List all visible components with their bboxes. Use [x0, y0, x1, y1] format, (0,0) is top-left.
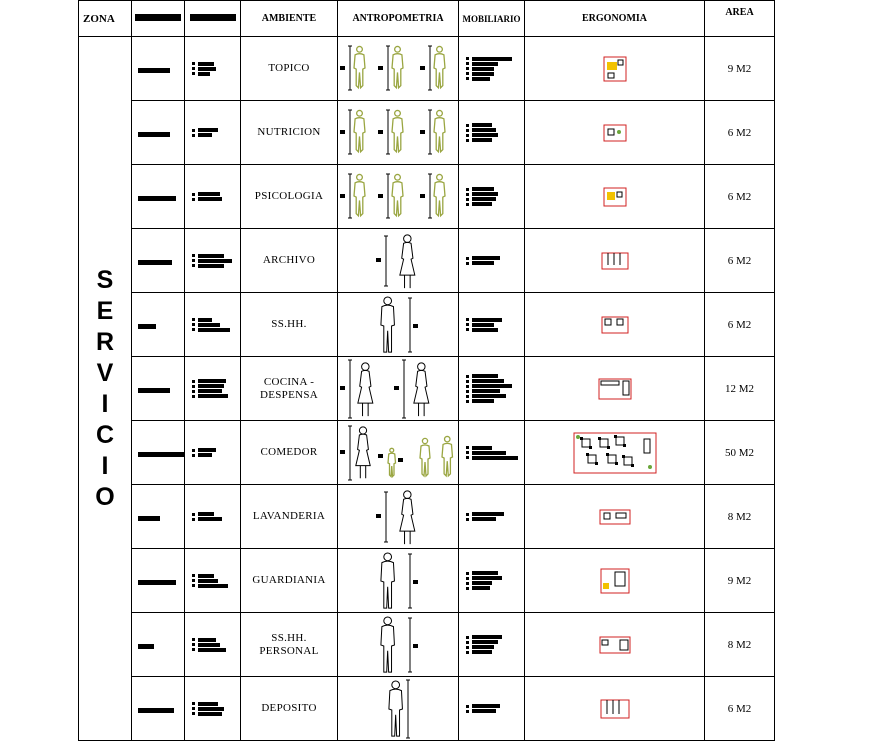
- ergonomy-plan: [603, 56, 627, 82]
- redacted-bar: [472, 77, 490, 81]
- header-mobiliario: MOBILIARIO: [459, 1, 525, 37]
- ambiente-cell: SS.HH.: [241, 293, 338, 357]
- mobiliario-cell: [459, 165, 525, 229]
- redacted-bar: [135, 14, 181, 21]
- bullet: [192, 328, 195, 331]
- bullet: [192, 574, 195, 577]
- ambiente-cell: SS.HH. PERSONAL: [241, 613, 338, 677]
- ergonomia-cell: [525, 485, 705, 549]
- bullet: [466, 636, 469, 639]
- bullet: [466, 710, 469, 713]
- redacted-bar: [198, 394, 228, 398]
- redacted-desc-cell: [185, 101, 241, 165]
- redacted-desc-cell: [185, 165, 241, 229]
- mobiliario-cell: [459, 421, 525, 485]
- redacted-bar: [198, 254, 224, 258]
- header-ambiente: AMBIENTE: [241, 1, 338, 37]
- bullet: [466, 257, 469, 260]
- ergonomia-cell: [525, 357, 705, 421]
- redacted-bar: [198, 579, 218, 583]
- anthropometry-drawing: [338, 38, 459, 100]
- redacted-code-cell: [132, 677, 185, 741]
- bullet: [192, 264, 195, 267]
- ergonomia-cell: [525, 165, 705, 229]
- bullet: [192, 67, 195, 70]
- bullet: [466, 395, 469, 398]
- redacted-bar: [472, 581, 492, 585]
- anthropometry-drawing: [338, 166, 459, 228]
- ambiente-cell: LAVANDERIA: [241, 485, 338, 549]
- redacted-bar: [472, 394, 506, 398]
- redacted-bar: [138, 68, 170, 73]
- area-cell: 6 M2: [705, 101, 775, 165]
- table-row: [79, 677, 775, 741]
- bullet: [192, 712, 195, 715]
- mobiliario-cell: [459, 293, 525, 357]
- redacted-bar: [472, 374, 498, 378]
- redacted-code-cell: [132, 293, 185, 357]
- bullet: [466, 390, 469, 393]
- ergonomia-cell: [525, 101, 705, 165]
- redacted-code-cell: [132, 37, 185, 101]
- table-row: [79, 101, 775, 165]
- zone-letter: V: [96, 358, 114, 387]
- zone-letter: S: [96, 265, 114, 294]
- bullet: [466, 380, 469, 383]
- zone-letter: O: [95, 482, 115, 511]
- redacted-code-cell: [132, 357, 185, 421]
- redacted-bar: [138, 132, 170, 137]
- bullet: [192, 449, 195, 452]
- redacted-desc-cell: [185, 677, 241, 741]
- antropometria-cell: [338, 613, 459, 677]
- redacted-bar: [138, 260, 172, 265]
- bullet: [466, 651, 469, 654]
- ergonomia-cell: [525, 549, 705, 613]
- ambiente-cell: DEPOSITO: [241, 677, 338, 741]
- ergonomy-plan: [599, 636, 631, 654]
- area-cell: 6 M2: [705, 677, 775, 741]
- mobiliario-cell: [459, 37, 525, 101]
- header-zona: ZONA: [79, 1, 132, 37]
- bullet: [192, 518, 195, 521]
- bullet: [192, 390, 195, 393]
- bullet: [466, 582, 469, 585]
- area-cell: 6 M2: [705, 293, 775, 357]
- redacted-bar: [472, 586, 490, 590]
- area-cell: 8 M2: [705, 485, 775, 549]
- bullet: [192, 254, 195, 257]
- ambiente-cell: PSICOLOGIA: [241, 165, 338, 229]
- redacted-bar: [472, 704, 500, 708]
- zone-letter: E: [96, 296, 114, 325]
- redacted-bar: [472, 318, 502, 322]
- anthropometry-drawing: [338, 102, 459, 164]
- redacted-bar: [472, 202, 492, 206]
- redacted-desc-cell: [185, 485, 241, 549]
- redacted-bar: [472, 446, 492, 450]
- redacted-bar: [198, 318, 212, 322]
- area-cell: 9 M2: [705, 549, 775, 613]
- anthropometry-drawing: [338, 550, 459, 612]
- anthropometry-drawing: [338, 678, 459, 740]
- ergonomia-cell: [525, 677, 705, 741]
- zone-letter: I: [101, 451, 109, 480]
- redacted-desc-cell: [185, 229, 241, 293]
- ergonomy-plan: [573, 432, 657, 474]
- redacted-desc-cell: [185, 613, 241, 677]
- table-row: [79, 293, 775, 357]
- ambiente-cell: ARCHIVO: [241, 229, 338, 293]
- area-cell: 6 M2: [705, 229, 775, 293]
- redacted-bar: [198, 133, 212, 137]
- program-table: [78, 0, 775, 741]
- redacted-code-cell: [132, 165, 185, 229]
- bullet: [466, 385, 469, 388]
- redacted-bar: [472, 645, 494, 649]
- redacted-bar: [472, 261, 494, 265]
- bullet: [466, 456, 469, 459]
- redacted-bar: [198, 389, 222, 393]
- redacted-bar: [198, 259, 232, 263]
- bullet: [466, 572, 469, 575]
- table-row: [79, 421, 775, 485]
- redacted-bar: [472, 635, 502, 639]
- bullet: [466, 513, 469, 516]
- redacted-bar: [138, 708, 174, 713]
- redacted-bar: [198, 197, 222, 201]
- bullet: [466, 67, 469, 70]
- zone-cell: [79, 37, 132, 741]
- redacted-bar: [198, 517, 222, 521]
- ambiente-cell: COMEDOR: [241, 421, 338, 485]
- redacted-bar: [138, 516, 160, 521]
- mobiliario-cell: [459, 485, 525, 549]
- header-ergonomia: ERGONOMIA: [525, 1, 705, 37]
- ergonomia-cell: [525, 613, 705, 677]
- redacted-bar: [138, 644, 154, 649]
- anthropometry-drawing: [338, 422, 459, 484]
- redacted-bar: [198, 512, 214, 516]
- redacted-code-cell: [132, 485, 185, 549]
- redacted-bar: [472, 187, 494, 191]
- ergonomy-plan: [598, 378, 632, 400]
- ambiente-cell: TOPICO: [241, 37, 338, 101]
- bullet: [466, 451, 469, 454]
- redacted-bar: [472, 256, 500, 260]
- bullet: [192, 513, 195, 516]
- mobiliario-cell: [459, 357, 525, 421]
- anthropometry-drawing: [338, 614, 459, 676]
- header-redacted-1: [132, 1, 185, 37]
- antropometria-cell: [338, 677, 459, 741]
- redacted-bar: [472, 709, 496, 713]
- ergonomy-plan: [603, 187, 627, 207]
- redacted-bar: [472, 640, 498, 644]
- bullet: [466, 129, 469, 132]
- redacted-bar: [472, 67, 494, 71]
- bullet: [466, 646, 469, 649]
- mobiliario-cell: [459, 613, 525, 677]
- redacted-bar: [198, 264, 224, 268]
- redacted-bar: [472, 192, 498, 196]
- bullet: [466, 139, 469, 142]
- redacted-bar: [472, 389, 500, 393]
- bullet: [192, 454, 195, 457]
- ergonomy-plan: [600, 568, 630, 594]
- anthropometry-drawing: [338, 486, 459, 548]
- bullet: [192, 318, 195, 321]
- redacted-bar: [472, 197, 496, 201]
- redacted-bar: [472, 384, 512, 388]
- redacted-bar: [198, 574, 214, 578]
- bullet: [466, 328, 469, 331]
- redacted-bar: [138, 324, 156, 329]
- mobiliario-cell: [459, 101, 525, 165]
- bullet: [466, 641, 469, 644]
- ergonomy-plan: [599, 509, 631, 525]
- redacted-bar: [190, 14, 236, 21]
- anthropometry-drawing: [338, 358, 459, 420]
- ambiente-cell: GUARDIANIA: [241, 549, 338, 613]
- redacted-bar: [472, 571, 498, 575]
- redacted-code-cell: [132, 421, 185, 485]
- redacted-bar: [472, 650, 492, 654]
- redacted-bar: [472, 517, 496, 521]
- bullet: [466, 587, 469, 590]
- bullet: [192, 702, 195, 705]
- antropometria-cell: [338, 421, 459, 485]
- bullet: [466, 318, 469, 321]
- bullet: [192, 62, 195, 65]
- bullet: [466, 375, 469, 378]
- bullet: [466, 400, 469, 403]
- bullet: [192, 638, 195, 641]
- redacted-bar: [198, 67, 216, 71]
- redacted-bar: [198, 643, 220, 647]
- redacted-bar: [472, 72, 494, 76]
- antropometria-cell: [338, 485, 459, 549]
- bullet: [192, 395, 195, 398]
- zone-letter: C: [95, 420, 115, 449]
- redacted-desc-cell: [185, 357, 241, 421]
- redacted-bar: [472, 133, 498, 137]
- bullet: [192, 259, 195, 262]
- redacted-bar: [472, 399, 494, 403]
- bullet: [192, 707, 195, 710]
- bullet: [466, 518, 469, 521]
- ergonomy-plan: [600, 699, 630, 719]
- redacted-bar: [198, 584, 228, 588]
- bullet: [466, 193, 469, 196]
- bullet: [192, 579, 195, 582]
- redacted-bar: [472, 451, 506, 455]
- mobiliario-cell: [459, 549, 525, 613]
- bullet: [466, 72, 469, 75]
- bullet: [192, 198, 195, 201]
- bullet: [192, 72, 195, 75]
- bullet: [192, 193, 195, 196]
- redacted-bar: [198, 702, 218, 706]
- bullet: [466, 124, 469, 127]
- redacted-bar: [198, 323, 220, 327]
- bullet: [466, 446, 469, 449]
- anthropometry-drawing: [338, 294, 459, 356]
- table-row: [79, 485, 775, 549]
- table-row: [79, 613, 775, 677]
- redacted-bar: [198, 648, 226, 652]
- redacted-desc-cell: [185, 37, 241, 101]
- redacted-bar: [472, 62, 498, 66]
- bullet: [466, 705, 469, 708]
- table-row: [79, 229, 775, 293]
- bullet: [192, 648, 195, 651]
- bullet: [466, 577, 469, 580]
- ergonomy-plan: [603, 124, 627, 142]
- ergonomia-cell: [525, 229, 705, 293]
- redacted-bar: [472, 456, 518, 460]
- redacted-bar: [472, 512, 504, 516]
- antropometria-cell: [338, 549, 459, 613]
- redacted-bar: [472, 138, 492, 142]
- redacted-code-cell: [132, 613, 185, 677]
- bullet: [466, 62, 469, 65]
- redacted-bar: [198, 448, 216, 452]
- bullet: [192, 134, 195, 137]
- redacted-code-cell: [132, 229, 185, 293]
- redacted-bar: [472, 123, 492, 127]
- redacted-bar: [198, 128, 218, 132]
- ambiente-cell: COCINA - DESPENSA: [241, 357, 338, 421]
- bullet: [192, 584, 195, 587]
- bullet: [466, 262, 469, 265]
- redacted-bar: [138, 452, 185, 457]
- antropometria-cell: [338, 293, 459, 357]
- redacted-bar: [138, 196, 176, 201]
- redacted-bar: [198, 72, 210, 76]
- area-cell: 9 M2: [705, 37, 775, 101]
- redacted-bar: [198, 384, 224, 388]
- header-antropometria: ANTROPOMETRIA: [338, 1, 459, 37]
- redacted-bar: [198, 328, 230, 332]
- redacted-bar: [472, 128, 496, 132]
- bullet: [466, 57, 469, 60]
- antropometria-cell: [338, 37, 459, 101]
- antropometria-cell: [338, 357, 459, 421]
- redacted-bar: [472, 57, 512, 61]
- redacted-bar: [138, 580, 176, 585]
- ergonomy-plan: [601, 316, 629, 334]
- redacted-bar: [198, 62, 214, 66]
- redacted-desc-cell: [185, 549, 241, 613]
- area-cell: 12 M2: [705, 357, 775, 421]
- antropometria-cell: [338, 101, 459, 165]
- redacted-code-cell: [132, 549, 185, 613]
- redacted-desc-cell: [185, 293, 241, 357]
- antropometria-cell: [338, 229, 459, 293]
- bullet: [466, 203, 469, 206]
- area-cell: 8 M2: [705, 613, 775, 677]
- redacted-bar: [198, 192, 220, 196]
- ergonomy-plan: [601, 252, 629, 270]
- redacted-bar: [198, 712, 222, 716]
- redacted-bar: [198, 638, 216, 642]
- table-row: [79, 37, 775, 101]
- bullet: [466, 188, 469, 191]
- redacted-bar: [198, 453, 212, 457]
- mobiliario-cell: [459, 677, 525, 741]
- redacted-bar: [198, 707, 224, 711]
- table-row: [79, 165, 775, 229]
- redacted-bar: [472, 576, 502, 580]
- ergonomia-cell: [525, 421, 705, 485]
- redacted-code-cell: [132, 101, 185, 165]
- table-row: [79, 549, 775, 613]
- anthropometry-drawing: [338, 230, 459, 292]
- bullet: [192, 129, 195, 132]
- redacted-bar: [472, 379, 504, 383]
- table-row: [79, 357, 775, 421]
- redacted-bar: [198, 379, 226, 383]
- bullet: [466, 198, 469, 201]
- bullet: [466, 323, 469, 326]
- bullet: [466, 134, 469, 137]
- redacted-bar: [138, 388, 170, 393]
- ergonomia-cell: [525, 37, 705, 101]
- area-cell: 6 M2: [705, 165, 775, 229]
- bullet: [466, 77, 469, 80]
- redacted-desc-cell: [185, 421, 241, 485]
- header-area: AREA: [705, 1, 775, 37]
- ambiente-cell: NUTRICION: [241, 101, 338, 165]
- redacted-bar: [472, 328, 498, 332]
- zone-letter: I: [101, 389, 109, 418]
- antropometria-cell: [338, 165, 459, 229]
- mobiliario-cell: [459, 229, 525, 293]
- header-redacted-2: [185, 1, 241, 37]
- zone-letter: R: [95, 327, 115, 356]
- area-cell: 50 M2: [705, 421, 775, 485]
- ergonomia-cell: [525, 293, 705, 357]
- bullet: [192, 643, 195, 646]
- bullet: [192, 380, 195, 383]
- redacted-bar: [472, 323, 494, 327]
- bullet: [192, 323, 195, 326]
- bullet: [192, 385, 195, 388]
